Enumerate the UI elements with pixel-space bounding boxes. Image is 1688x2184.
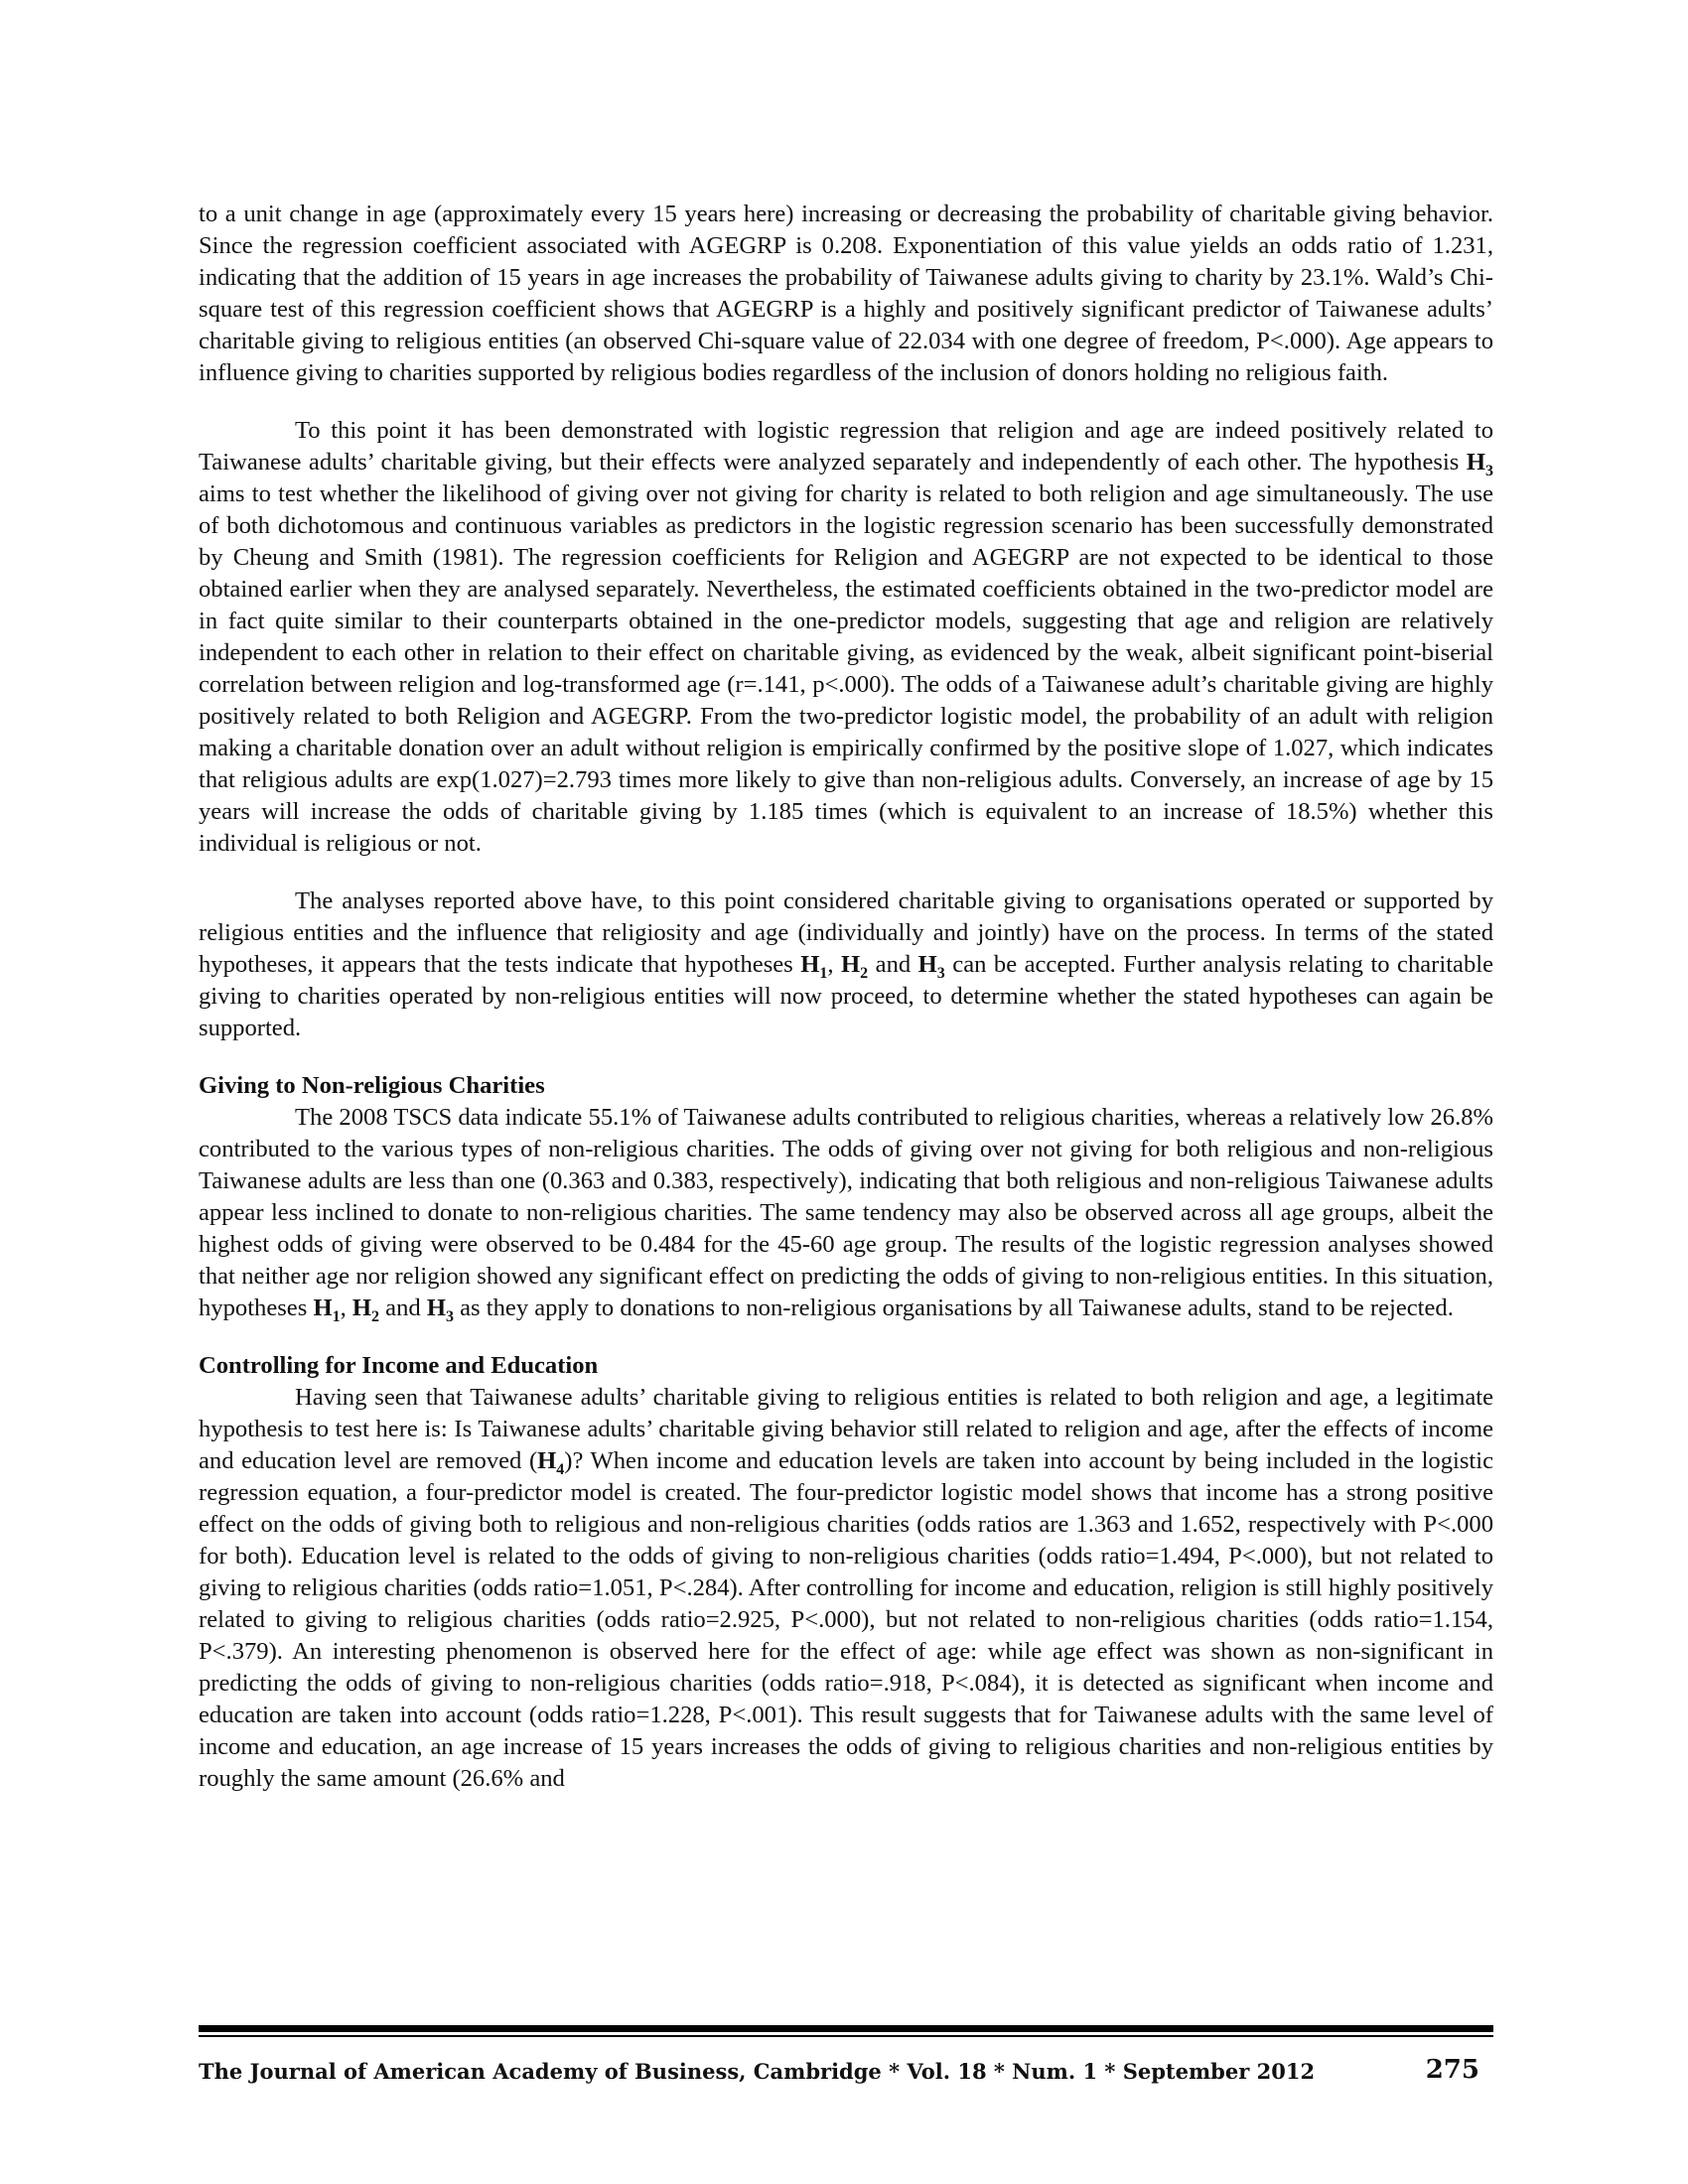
paragraph-text-after: aims to test whether the likelihood of giving over not giving for charity is related to both religion and age simultaneously. The use of both dichotomous and continuous variables as predictors in the logistic regression scenario has been successfully demonstrated by Cheung and Smith (1981). The regression coefficients for Religion and AGEGRP are not expected to be identical to those obtained earlier when they are analysed separately. Nevertheless, the estimated coefficients obtained in the two-predictor model are in fact quite similar to their counterparts obtained in the one-predictor models, suggesting that age and religion are relatively independent to each other in relation to their effect on charitable giving, as evidenced by the weak, albeit significant point-biserial correlation between religion and log-transformed age (r=.141, p<.000). The odds of a Taiwanese adult’s charitable giving are highly positively related to both Religion and AGEGRP. From the two-predictor logistic model, the probability of an adult with religion making a charitable donation over an adult without religion is empirically confirmed by the positive slope of 1.027, which indicates that religious adults are exp(1.027)=2.793 times more likely to give than non-religious adults. Conversely, an increase of age by 15 years will increase the odds of charitable giving by 1.185 times (which is equivalent to an increase of 18.5%) whether this individual is religious or not. [199, 480, 1493, 857]
hypothesis-label: $H_2$ [352, 1295, 380, 1325]
paragraph-summary: The analyses reported above have, to this point considered charitable giving to organisations operated or supported by religious entities and the influence that religiosity and age (individually and jointly) have on the process. In terms of the stated hypotheses, it appears that the tests indicate that hypotheses $H_1$, $H_2$ and $H_3$ can be accepted. Further analysis relating to charitable giving to charities operated by non-religious entities will now proceed, to determine whether the stated hypotheses can again be supported. [199, 887, 1494, 1041]
paragraph-text-before: The analyses reported above have, to this point considered charitable giving to organisations operated or supported by religious entities and the influence that religiosity and age (individually and jointly) have on the process. In terms of the stated hypotheses, it appears that the tests indicate that hypotheses [199, 887, 1493, 978]
hypothesis-label: $H_1$ [313, 1295, 341, 1325]
hypothesis-label: $H_2$ [841, 951, 869, 982]
footer-divider [199, 2025, 1493, 2037]
page-number: 275 [1425, 2055, 1479, 2085]
footer-rule-thin [199, 2035, 1493, 2037]
paragraph-hypothesis-h3 [199, 415, 1493, 860]
paragraph-text: to a unit change in age (approximately every 15 years here) increasing or decreasing the probability of charitable giving behavior. Since the regression coefficient associated with AGEGRP is 0.208. Exponentiation of this value yields an odds ratio of 1.231, indicating that the addition of 15 years in age increases the probability of Taiwanese adults giving to charity by 23.1%. Wald’s Chi-square test of this regression coefficient shows that AGEGRP is a highly and positively significant predictor of Taiwanese adults’ charitable giving to religious entities (an observed Chi-square value of 22.034 with one degree of freedom, P<.000). Age appears to influence giving to charities supported by religious bodies regardless of the inclusion of donors holding no religious faith. [199, 201, 1493, 386]
hypothesis-label: $H_3$ [917, 951, 945, 982]
paragraph-text-after: )? When income and education levels are taken into account by being included in the logistic regression equation, a four-predictor model is created. The four-predictor logistic model shows that income has a strong positive effect on the odds of giving both to religious and non-religious charities (odds ratios are 1.363 and 1.652, respectively with P<.000 for both). Education level is related to the odds of giving to non-religious charities (odds ratio=1.494, P<.000), but not related to giving to religious charities (odds ratio=1.051, P<.284). After controlling for income and education, religion is still highly positively related to giving to religious charities (odds ratio=2.925, P<.000), but not related to non-religious charities (odds ratio=1.154, P<.379). An interesting phenomenon is observed here for the effect of age: while age effect was shown as non-significant in predicting the odds of giving to non-religious charities (odds ratio=.918, P<.084), it is detected as significant when income and education are taken into account (odds ratio=1.228, P<.001). This result suggests that for Taiwanese adults with the same level of income and education, an age increase of 15 years increases the odds of giving to religious charities and non-religious entities by roughly the same amount (26.6% and [199, 1447, 1493, 1792]
hypothesis-label: $H_3$ [1466, 449, 1493, 479]
paragraph-text-after: can be accepted. Further analysis relating to charitable giving to charities operated by non-religious entities will now proceed, to determine whether the stated hypotheses can again be supported. [199, 951, 1494, 1041]
page-footer [199, 2051, 1493, 2091]
paragraph-non-religious: The 2008 TSCS data indicate 55.1% of Taiwanese adults contributed to religious charities, whereas a relatively low 26.8% contributed to the various types of non-religious charities. The odds of giving over not giving for both religious and non-religious Taiwanese adults are less than one (0.363 and 0.383, respectively), indicating that both religious and non-religious Taiwanese adults appear less inclined to donate to non-religious charities. The same tendency may also be observed across all age groups, albeit the highest odds of giving were observed to be 0.484 for the 45-60 age group. The results of the logistic regression analyses showed that neither age nor religion showed any significant effect on predicting the odds of giving to non-religious entities. In this situation, hypotheses $H_1$, $H_2$ and $H_3$ as they apply to donations to non-religious organisations by all Taiwanese adults, stand to be rejected. [199, 1104, 1493, 1325]
paragraph-text-before: The 2008 TSCS data indicate 55.1% of Taiwanese adults contributed to religious charities, whereas a relatively low 26.8% contributed to the various types of non-religious charities. The odds of giving over not giving for both religious and non-religious Taiwanese adults are less than one (0.363 and 0.383, respectively), indicating that both religious and non-religious Taiwanese adults appear less inclined to donate to non-religious charities. The same tendency may also be observed across all age groups, albeit the highest odds of giving were observed to be 0.484 for the 45-60 age group. The results of the logistic regression analyses showed that neither age nor religion showed any significant effect on predicting the odds of giving to non-religious entities. In this situation, hypotheses [199, 1104, 1493, 1321]
journal-citation: The Journal of American Academy of Business, Cambridge * Vol. 18 * Num. 1 * September 2012 [199, 2059, 1316, 2084]
section-income-education [199, 1350, 1493, 1795]
section-heading: Controlling for Income and Education [199, 1352, 599, 1379]
page-body [199, 199, 1493, 1821]
paragraph-text-before: Having seen that Taiwanese adults’ charitable giving to religious entities is related to both religion and age, a legitimate hypothesis to test here is: Is Taiwanese adults’ charitable giving behavior still related to religion and age, after the effects of income and education level are removed ( [199, 1384, 1493, 1474]
hypothesis-label: $H_3$ [426, 1295, 454, 1325]
paragraph-text-after: as they apply to donations to non-religious organisations by all Taiwanese adults, stand to be rejected. [453, 1295, 1454, 1321]
section-heading: Giving to Non-religious Charities [199, 1072, 545, 1099]
hypothesis-label: $H_4$ [537, 1447, 565, 1478]
paragraph-income-education [199, 1382, 1493, 1795]
footer-rule-thick [199, 2025, 1493, 2032]
paragraph-text-before: To this point it has been demonstrated with logistic regression that religion and age are indeed positively related to Taiwanese adults’ charitable giving, but their effects were analyzed separately and independently of each other. The hypothesis [199, 417, 1493, 476]
paragraph-continued [199, 199, 1493, 389]
hypothesis-label: $H_1$ [800, 951, 828, 982]
section-non-religious [199, 1070, 1493, 1324]
